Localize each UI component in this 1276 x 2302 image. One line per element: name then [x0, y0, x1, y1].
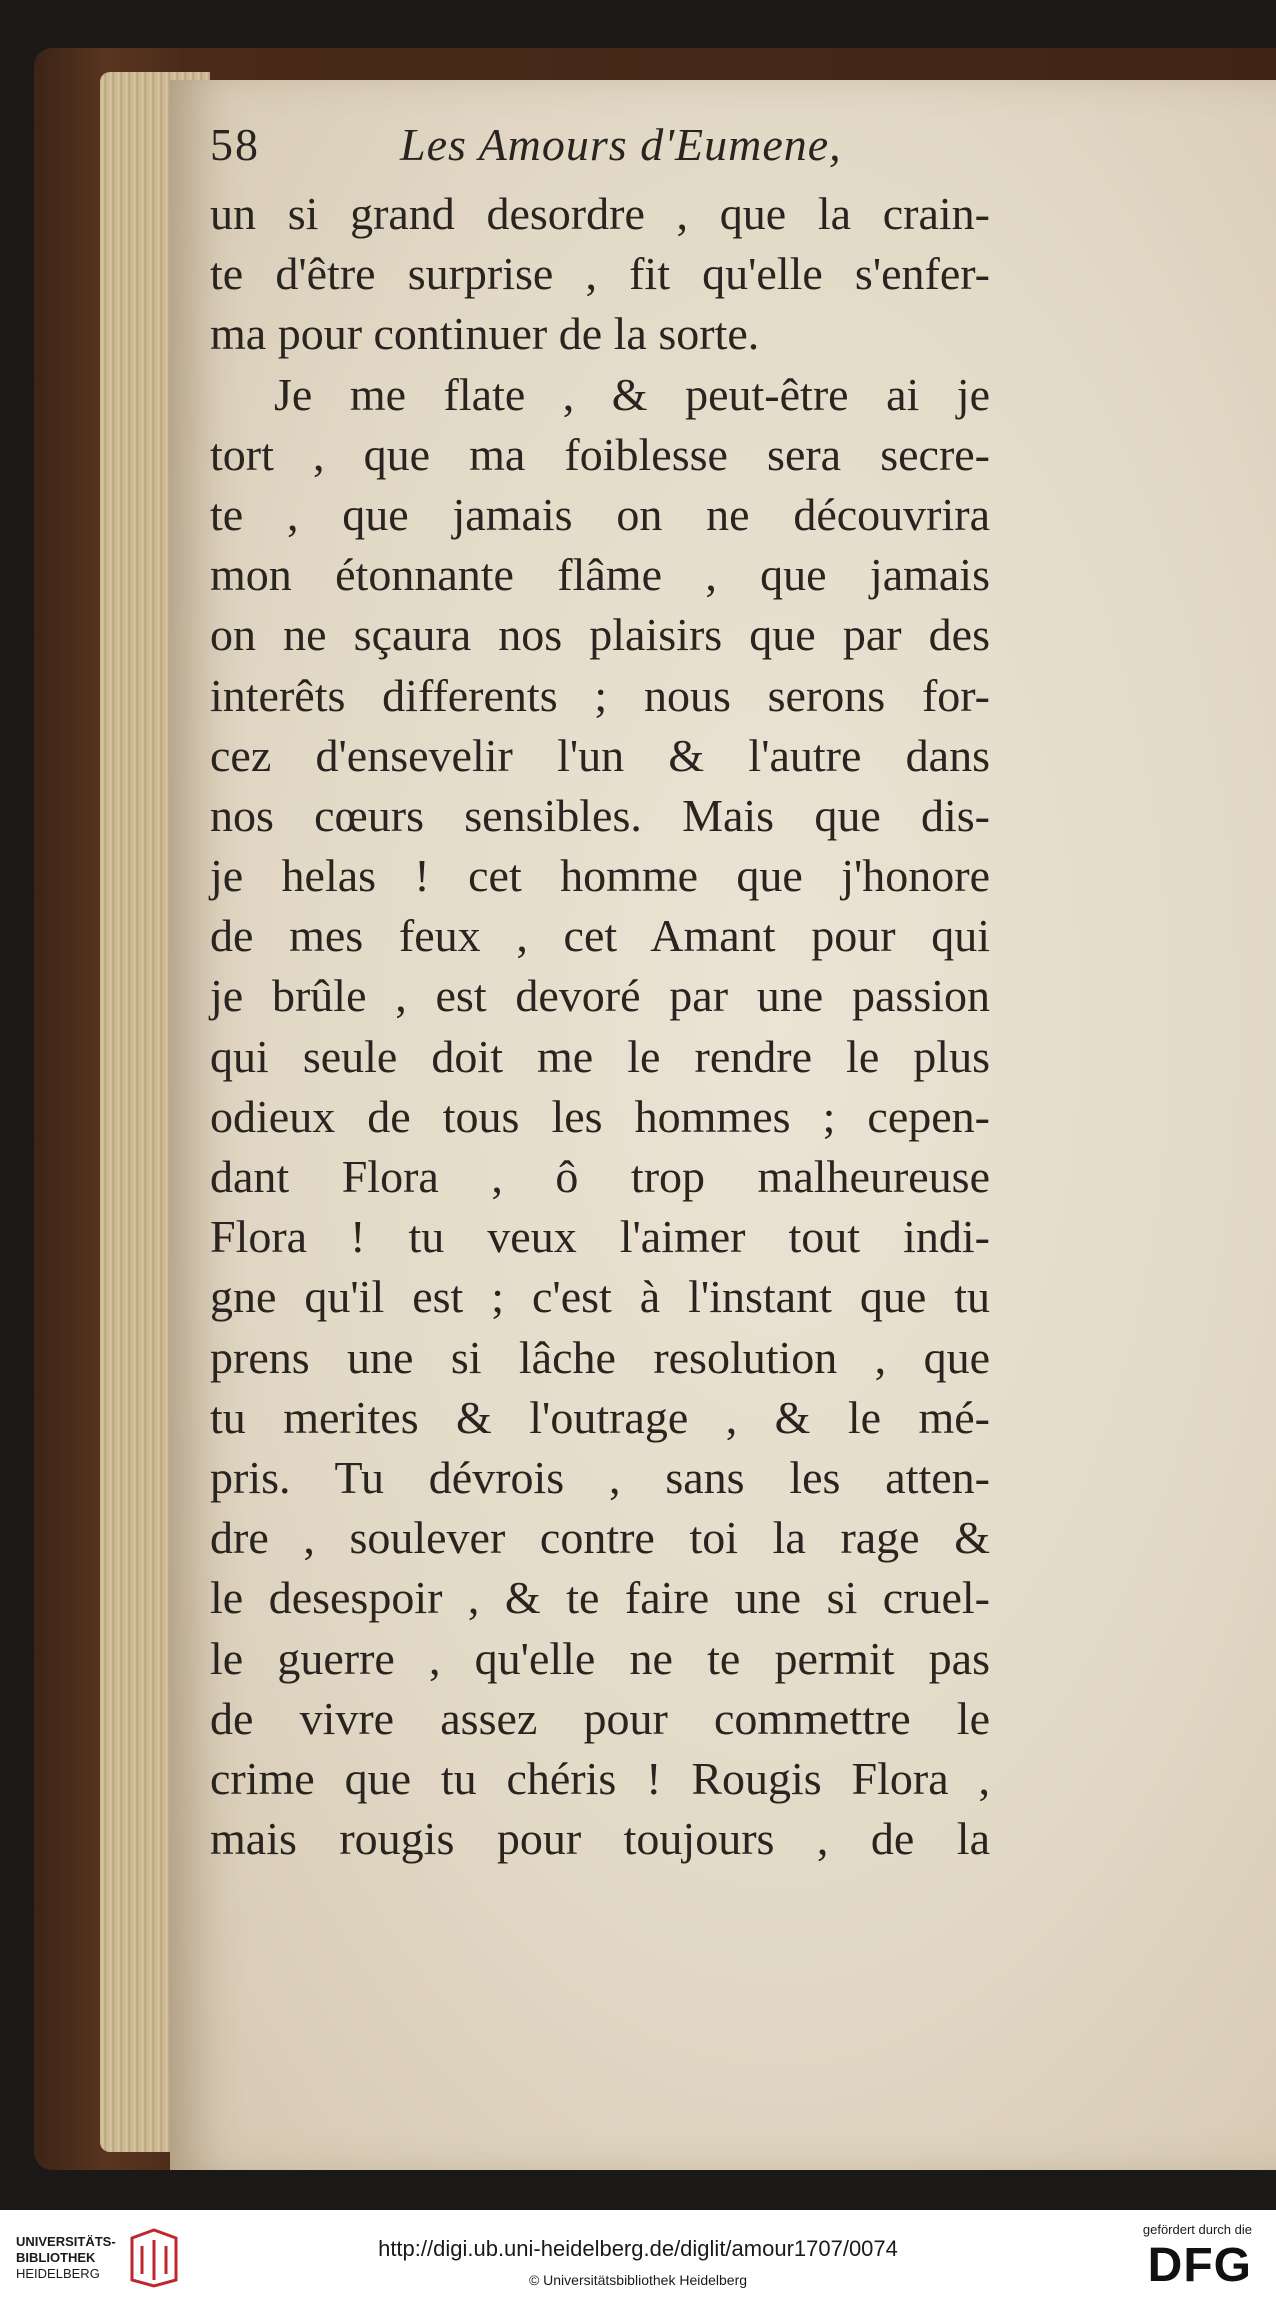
- institution-line-1: UNIVERSITÄTS-: [16, 2234, 116, 2249]
- text-line: te d'être surprise , fit qu'elle s'enfer-: [210, 248, 990, 300]
- footer-bar: [0, 2210, 1276, 2302]
- body-text: [210, 184, 990, 1869]
- text-line: on ne sçaura nos plaisirs que par des: [210, 609, 990, 661]
- text-line: crime que tu chéris ! Rougis Flora ,: [210, 1752, 990, 1804]
- text-line: le desespoir , & te faire une si cruel-: [210, 1572, 990, 1624]
- text-line: tu merites & l'outrage , & le mé-: [210, 1391, 990, 1443]
- funding-caption: gefördert durch die: [1142, 2222, 1252, 2237]
- text-line: prens une si lâche resolution , que: [210, 1331, 990, 1383]
- text-line: de vivre assez pour commettre le: [210, 1692, 990, 1744]
- text-line: odieux de tous les hommes ; cepen-: [210, 1090, 990, 1142]
- text-line: te , que jamais on ne découvrira: [210, 488, 990, 540]
- text-line: pris. Tu dévrois , sans les atten-: [210, 1451, 990, 1503]
- text-line: nos cœurs sensibles. Mais que dis-: [210, 789, 990, 841]
- permalink-url[interactable]: http://digi.ub.uni-heidelberg.de/diglit/amour1707/0074: [378, 2236, 898, 2261]
- text-line: interêts differents ; nous serons for-: [210, 669, 990, 721]
- dfg-logo[interactable]: DFG: [1147, 2239, 1252, 2292]
- text-line: dre , soulever contre toi la rage &: [210, 1512, 990, 1564]
- text-line: le guerre , qu'elle ne te permit pas: [210, 1632, 990, 1684]
- text-line: mon étonnante flâme , que jamais: [210, 549, 990, 601]
- text-line: dant Flora , ô trop malheureuse: [210, 1151, 990, 1202]
- text-line: cez d'ensevelir l'un & l'autre dans: [210, 729, 990, 781]
- running-head-title: Les Amours d'Eumene,: [400, 119, 842, 170]
- text-line: tort , que ma foiblesse sera secre-: [210, 428, 990, 480]
- text-line: Je me flate , & peut-être ai je: [274, 368, 990, 420]
- institution-line-2: BIBLIOTHEK: [16, 2250, 96, 2265]
- page-content: [210, 110, 990, 1869]
- text-line: Flora ! tu veux l'aimer tout indi-: [210, 1211, 990, 1263]
- text-line: je brûle , est devoré par une passion: [210, 970, 990, 1022]
- text-line: gne qu'il est ; c'est à l'instant que tu: [210, 1271, 990, 1323]
- text-line: de mes feux , cet Amant pour qui: [210, 910, 990, 962]
- institution-line-3: HEIDELBERG: [16, 2266, 100, 2281]
- text-line: mais rougis pour toujours , de la: [210, 1813, 990, 1865]
- running-head: [210, 110, 990, 180]
- text-line: qui seule doit me le rendre le plus: [210, 1030, 990, 1082]
- page-number: 58: [210, 119, 260, 170]
- text-line: ma pour continuer de la sorte.: [210, 308, 760, 360]
- text-line: je helas ! cet homme que j'honore: [210, 850, 990, 902]
- copyright-notice: © Universitätsbibliothek Heidelberg: [528, 2272, 748, 2288]
- text-line: un si grand desordre , que la crain-: [210, 188, 990, 239]
